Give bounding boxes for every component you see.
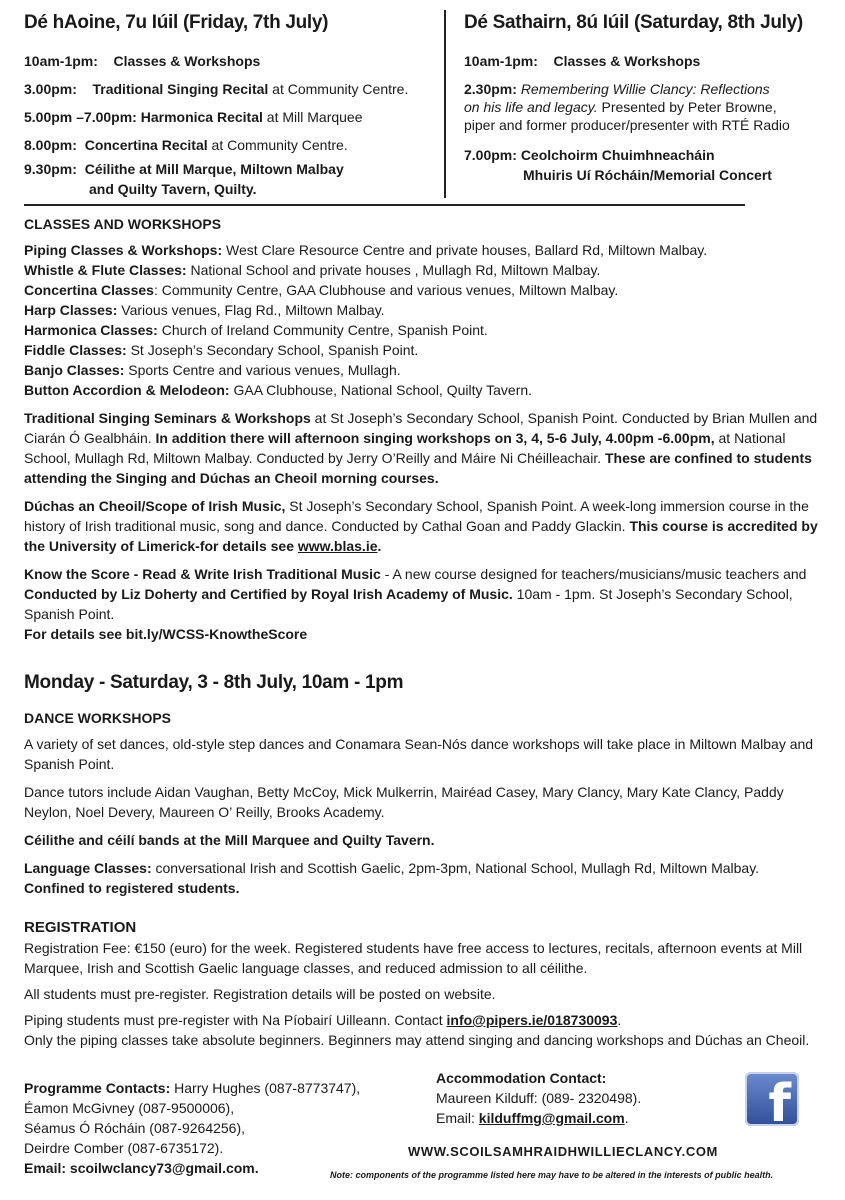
blas-link[interactable]: www.blas.ie (297, 538, 378, 554)
registration-paragraph-4: Only the piping classes take absolute beginners. Beginners may attend singing and dancing workshops and Dúchas an Cheoil. (24, 1032, 810, 1048)
saturday-item-2-line2: on his life and legacy. Presented by Peter Browne, (464, 99, 777, 115)
registration-title: REGISTRATION (24, 919, 137, 936)
facebook-icon[interactable]: f (745, 1072, 799, 1126)
class-item: Concertina Classes: Community Centre, GAA Clubhouse and various venues, Miltown Malbay. (24, 282, 619, 298)
class-item: Button Accordion & Melodeon: GAA Clubhouse, National School, Quilty Tavern. (24, 382, 533, 398)
saturday-item-2: 2.30pm: Remembering Willie Clancy: Reflections (464, 81, 770, 97)
monday-header: Monday - Saturday, 3 - 8th July, 10am - 1pm (24, 672, 404, 693)
column-divider (444, 10, 446, 198)
friday-header: Dé hAoine, 7u Iúil (Friday, 7th July) (24, 12, 329, 33)
contacts-line-4: Deirdre Comber (087-6735172). (24, 1140, 224, 1156)
contacts-line-3: Séamus Ó Rócháin (087-9264256), (24, 1120, 246, 1136)
score-paragraph: Know the Score - Read & Write Irish Traditional Music - A new course designed for teachers/musicians/music teachers and Conducted by Liz Doherty and Certified by Royal Irish Academy of Music. 10am - 1pm. St Joseph’s Secondary School, Spanish Point. (24, 566, 807, 622)
dance-section (24, 708, 814, 898)
class-item: Harmonica Classes: Church of Ireland Community Centre, Spanish Point. (24, 322, 488, 338)
pipers-link[interactable]: info@pipers.ie/018730093 (446, 1012, 618, 1028)
duchas-paragraph: Dúchas an Cheoil/Scope of Irish Music, St Joseph’s Secondary School, Spanish Point. A week-long immersion course in the history of Irish traditional music, song and dance. Conducted by Cathal Goan and Paddy Glackin. This course is accredited by the University of Limerick-for details see www.blas.ie. (24, 498, 818, 554)
friday-item-5: 9.30pm: Céilithe at Mill Marque, Miltown Malbay (24, 161, 344, 177)
contacts-line-1: Programme Contacts: Harry Hughes (087-8773747), (24, 1080, 361, 1096)
dance-title: DANCE WORKSHOPS (24, 710, 172, 726)
classes-section (24, 214, 824, 644)
class-item: Piping Classes & Workshops: West Clare Resource Centre and private houses, Ballard Rd, Miltown Malbay. (24, 242, 708, 258)
saturday-item-1: 10am-1pm: Classes & Workshops (464, 53, 701, 69)
friday-item-4: 8.00pm: Concertina Recital at Community Centre. (24, 137, 348, 153)
saturday-header: Dé Sathairn, 8ú Iúil (Saturday, 8th July) (464, 12, 803, 33)
accommodation-email: Email: kilduffmg@gmail.com. (436, 1110, 629, 1126)
class-item: Banjo Classes: Sports Centre and various venues, Mullagh. (24, 362, 401, 378)
kilduff-email-link[interactable]: kilduffmg@gmail.com (478, 1110, 625, 1126)
contacts-email: Email: scoilwclancy73@gmail.com. (24, 1160, 259, 1176)
accommodation-title: Accommodation Contact: (436, 1070, 607, 1086)
contacts-line-2: Éamon McGivney (087-9500006), (24, 1100, 235, 1116)
classes-title: CLASSES AND WORKSHOPS (24, 216, 222, 232)
saturday-item-2-line3: piper and former producer/presenter with RTÉ Radio (464, 117, 790, 133)
accommodation-contact (436, 1068, 736, 1128)
friday-item-5-line2: and Quilty Tavern, Quilty. (89, 181, 257, 197)
class-item: Whistle & Flute Classes: National School and private houses , Mullagh Rd, Miltown Malbay. (24, 262, 601, 278)
language-paragraph: Language Classes: conversational Irish and Scottish Gaelic, 2pm-3pm, National School, Mullagh Rd, Miltown Malbay. Confined to registered students. (24, 860, 760, 896)
registration-paragraph-2: All students must pre-register. Registration details will be posted on website. (24, 986, 496, 1002)
registration-paragraph-3: Piping students must pre-register with Na Píobairí Uilleann. Contact info@pipers.ie/018730093. (24, 1012, 622, 1028)
dance-paragraph-1: A variety of set dances, old-style step dances and Conamara Sean-Nós dance workshops will take place in Miltown Malbay and Spanish Point. (24, 736, 814, 772)
accommodation-name: Maureen Kilduff: (089- 2320498). (436, 1090, 642, 1106)
dance-paragraph-3: Céilithe and céilí bands at the Mill Marquee and Quilty Tavern. (24, 832, 435, 848)
dance-paragraph-2: Dance tutors include Aidan Vaughan, Betty McCoy, Mick Mulkerrin, Mairéad Casey, Mary Clancy, Mary Kate Clancy, Paddy Neylon, Noel Devery, Maureen O’ Reilly, Brooks Academy. (24, 784, 784, 820)
friday-item-3: 5.00pm –7.00pm: Harmonica Recital at Mill Marquee (24, 109, 363, 125)
friday-item-1: 10am-1pm: Classes & Workshops (24, 53, 261, 69)
programme-contacts (24, 1078, 424, 1178)
score-details: For details see bit.ly/WCSS-KnowtheScore (24, 626, 308, 642)
saturday-item-3-line2: Mhuiris Uí Rócháin/Memorial Concert (523, 167, 772, 183)
registration-section (24, 918, 814, 1050)
registration-paragraph-1: Registration Fee: €150 (euro) for the week. Registered students have free access to lectures, recitals, afternoon events at Mill Marquee, Irish and Scottish Gaelic language classes, and reduced admission to all céilithe. (24, 940, 803, 976)
friday-item-2: 3.00pm: Traditional Singing Recital at Community Centre. (24, 81, 409, 97)
class-item: Harp Classes: Various venues, Flag Rd., Miltown Malbay. (24, 302, 385, 318)
saturday-item-3: 7.00pm: Ceolchoirm Chuimhneacháin (464, 147, 715, 163)
class-item: Fiddle Classes: St Joseph’s Secondary School, Spanish Point. (24, 342, 419, 358)
footer-note: Note: components of the programme listed here may have to be altered in the interests of public health. (330, 1170, 774, 1180)
website-link[interactable]: WWW.SCOILSAMHRAIDHWILLIECLANCY.COM (408, 1144, 718, 1159)
singing-paragraph: Traditional Singing Seminars & Workshops at St Joseph’s Secondary School, Spanish Point. Conducted by Brian Mullen and Ciarán Ó Gealbháin. In addition there will afternoon singing workshops on 3, 4, 5-6 July, 4.00pm -6.00pm, at National School, Mullagh Rd, Miltown Malbay. Conducted by Jerry O’Reilly and Máire Ni Chéilleachair. These are confined to students attending the Singing and Dúchas an Cheoil morning courses. (24, 410, 818, 486)
section-divider (24, 204, 745, 206)
